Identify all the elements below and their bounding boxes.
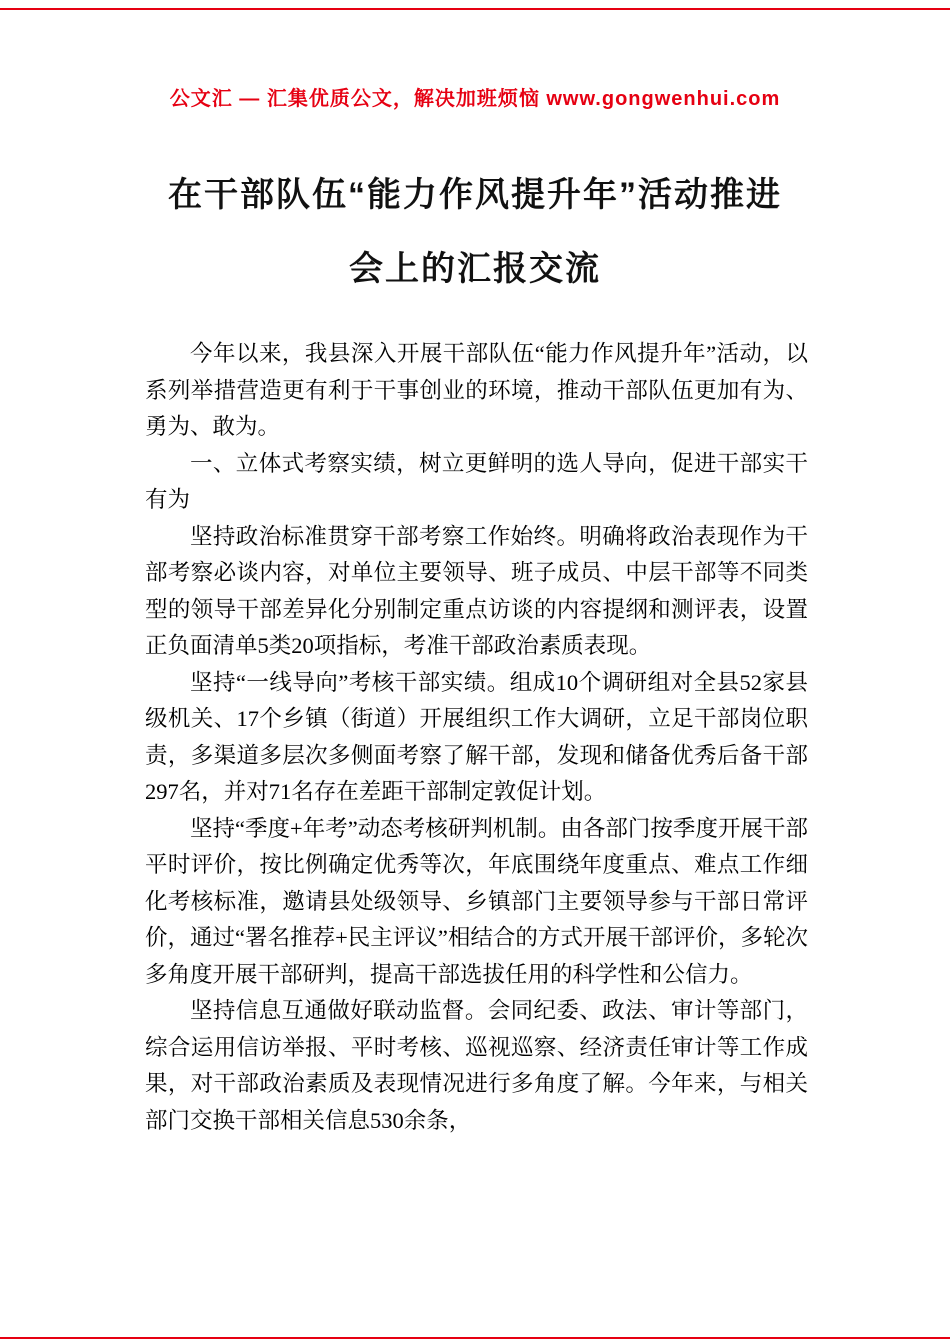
document-title [70, 158, 880, 306]
title-line-1: 在干部队伍“能力作风提升年”活动推进 [168, 176, 782, 214]
title-line-2: 会上的汇报交流 [349, 250, 601, 288]
paragraph-section-heading: 一、立体式考察实绩，树立更鲜明的选人导向，促进干部实干有为 [145, 450, 808, 512]
document-body [145, 336, 808, 1139]
watermark-header: 公文汇 — 汇集优质公文，解决加班烦恼 www.gongwenhui.com [169, 88, 781, 110]
paragraph-information-sharing: 坚持信息互通做好联动监督。会同纪委、政法、审计等部门，综合运用信访举报、平时考核、巡视巡察、经济责任审计等工作成果，对干部政治素质及表现情况进行多角度了解。今年来，与相关部门交换干部相关信息530余条， [145, 998, 808, 1133]
paragraph-frontline-assessment: 坚持“一线导向”考核干部实绩。组成10个调研组对全县52家县级机关、17个乡镇（街道）开展组织工作大调研，立足干部岗位职责，多渠道多层次多侧面考察了解干部，发现和储备优秀后备干部297名，并对71名存在差距干部制定敦促计划。 [145, 669, 808, 804]
paragraph-political-standard: 坚持政治标准贯穿干部考察工作始终。明确将政治表现作为干部考察必谈内容，对单位主要领导、班子成员、中层干部等不同类型的领导干部差异化分别制定重点访谈的内容提纲和测评表，设置正负面清单5类20项指标，考准干部政治素质表现。 [145, 523, 808, 658]
top-red-rule [0, 8, 950, 10]
paragraph-intro: 今年以来，我县深入开展干部队伍“能力作风提升年”活动，以系列举措营造更有利于干事创业的环境，推动干部队伍更加有为、勇为、敢为。 [145, 341, 808, 439]
paragraph-quarterly-annual-review: 坚持“季度+年考”动态考核研判机制。由各部门按季度开展干部平时评价，按比例确定优秀等次，年底围绕年度重点、难点工作细化考核标准，邀请县处级领导、乡镇部门主要领导参与干部日常评价，通过“署名推荐+民主评议”相结合的方式开展干部评价，多轮次多角度开展干部研判，提高干部选拔任用的科学性和公信力。 [145, 815, 808, 987]
bottom-red-rule [0, 1337, 950, 1339]
